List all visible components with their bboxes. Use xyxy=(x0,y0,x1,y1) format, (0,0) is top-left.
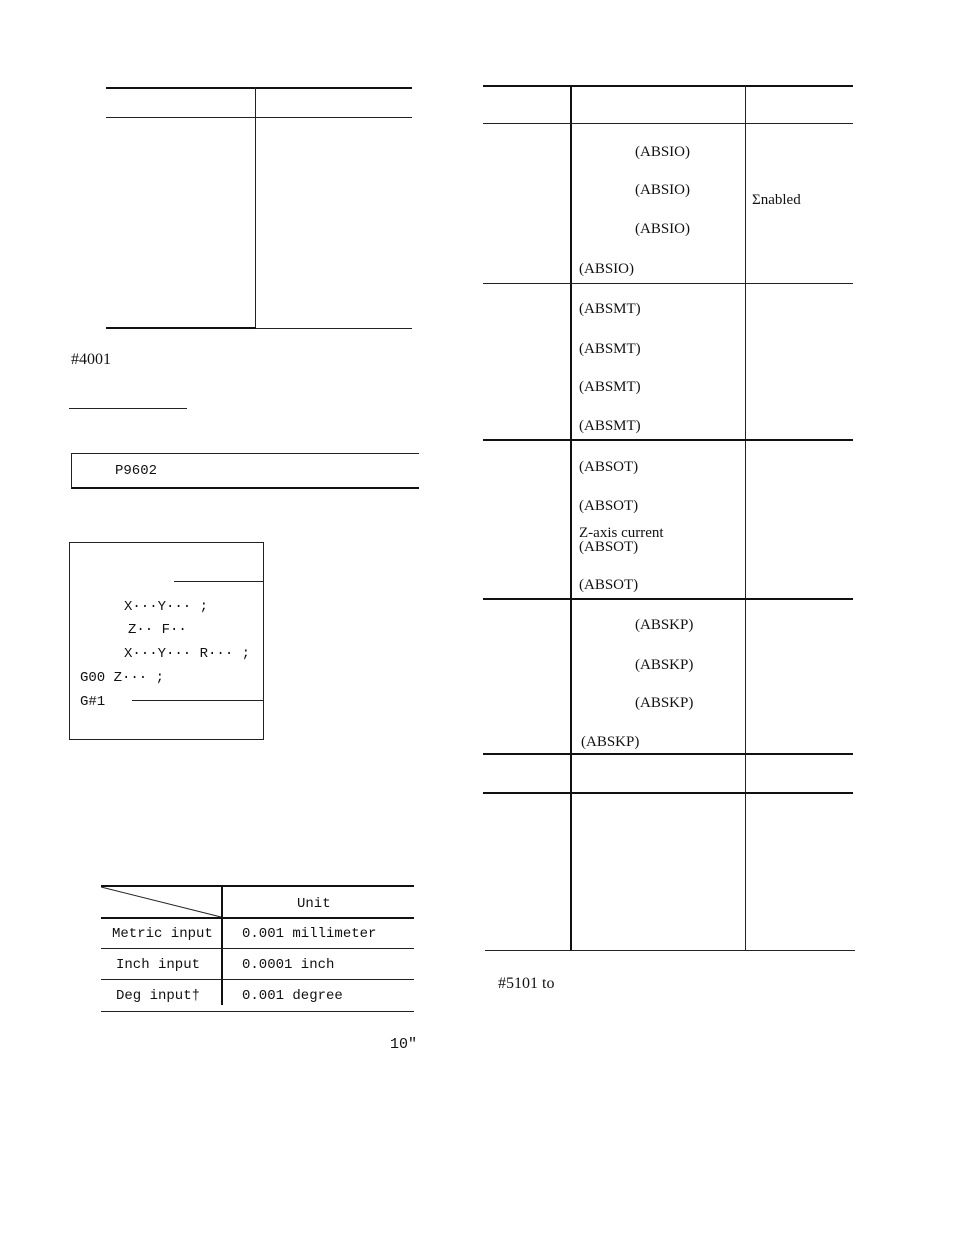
unit-row-rule xyxy=(101,979,414,980)
absot-label: (ABSOT) xyxy=(579,459,639,475)
right-table-top-rule xyxy=(483,85,853,87)
group-rule xyxy=(483,598,853,600)
abskp-label: (ABSKP) xyxy=(635,617,694,633)
program-box-rule-bottom xyxy=(132,700,263,701)
top-table-bottom-rule-right xyxy=(256,328,412,329)
absio-label: (ABSIO) xyxy=(635,221,690,237)
program-line-4: G00 Z··· ; xyxy=(80,670,165,686)
group-rule xyxy=(483,753,853,755)
enabled-text: Σnabled xyxy=(752,192,801,208)
absmt-label: (ABSMT) xyxy=(579,341,641,357)
program-line-1: X···Y··· ; xyxy=(124,599,209,615)
program-box-rule-top xyxy=(174,581,263,582)
unit-row-value: 0.0001 inch xyxy=(242,957,335,973)
abskp-label: (ABSKP) xyxy=(635,695,694,711)
top-table-bottom-rule xyxy=(106,327,256,329)
absio-label: (ABSIO) xyxy=(635,182,690,198)
right-table-divider-2 xyxy=(745,85,746,951)
right-table-bottom-rule xyxy=(485,950,855,951)
unit-table-bottom-rule xyxy=(101,1011,414,1012)
absmt-label: (ABSMT) xyxy=(579,301,641,317)
abskp-label: (ABSKP) xyxy=(581,734,640,750)
page-number: 10" xyxy=(390,1036,418,1053)
diagonal-header-line xyxy=(101,885,222,919)
unit-row-value: 0.001 millimeter xyxy=(242,926,377,942)
unit-table-header-rule xyxy=(101,917,414,919)
unit-row-rule xyxy=(101,948,414,949)
unit-header: Unit xyxy=(297,896,331,912)
unit-row-label: Deg input† xyxy=(116,988,201,1004)
unit-row-label: Inch input xyxy=(116,957,201,973)
program-line-2: Z·· F·· xyxy=(128,622,187,638)
absmt-label: (ABSMT) xyxy=(579,418,641,434)
group-rule xyxy=(483,439,853,441)
absmt-label: (ABSMT) xyxy=(579,379,641,395)
absio-label: (ABSIO) xyxy=(579,261,634,277)
group-rule xyxy=(483,792,853,794)
unit-table-divider xyxy=(221,885,223,1005)
z-axis-current-label: Z-axis current xyxy=(579,525,664,541)
program-box xyxy=(69,542,264,740)
top-table-header-rule xyxy=(106,117,412,118)
program-line-5: G#1 xyxy=(80,694,106,710)
unit-table xyxy=(101,885,414,1013)
system-variable: #4001 xyxy=(71,351,111,368)
command-text: P9602 xyxy=(115,463,158,479)
absot-label: (ABSOT) xyxy=(579,539,639,555)
heading-underline xyxy=(69,408,187,409)
program-line-3: X···Y··· R··· ; xyxy=(124,646,251,662)
right-header-rule xyxy=(483,123,853,124)
command-box xyxy=(71,453,419,489)
unit-row-value: 0.001 degree xyxy=(242,988,343,1004)
group-rule xyxy=(483,283,853,284)
absot-label: (ABSOT) xyxy=(579,577,639,593)
abskp-label: (ABSKP) xyxy=(635,657,694,673)
unit-row-label: Metric input xyxy=(112,926,213,942)
absot-label: (ABSOT) xyxy=(579,498,639,514)
absio-label: (ABSIO) xyxy=(635,144,690,160)
top-table-divider xyxy=(255,87,256,328)
right-table-divider-1 xyxy=(570,85,572,951)
footnote: #5101 to xyxy=(498,975,555,992)
top-table-rule xyxy=(106,87,412,89)
